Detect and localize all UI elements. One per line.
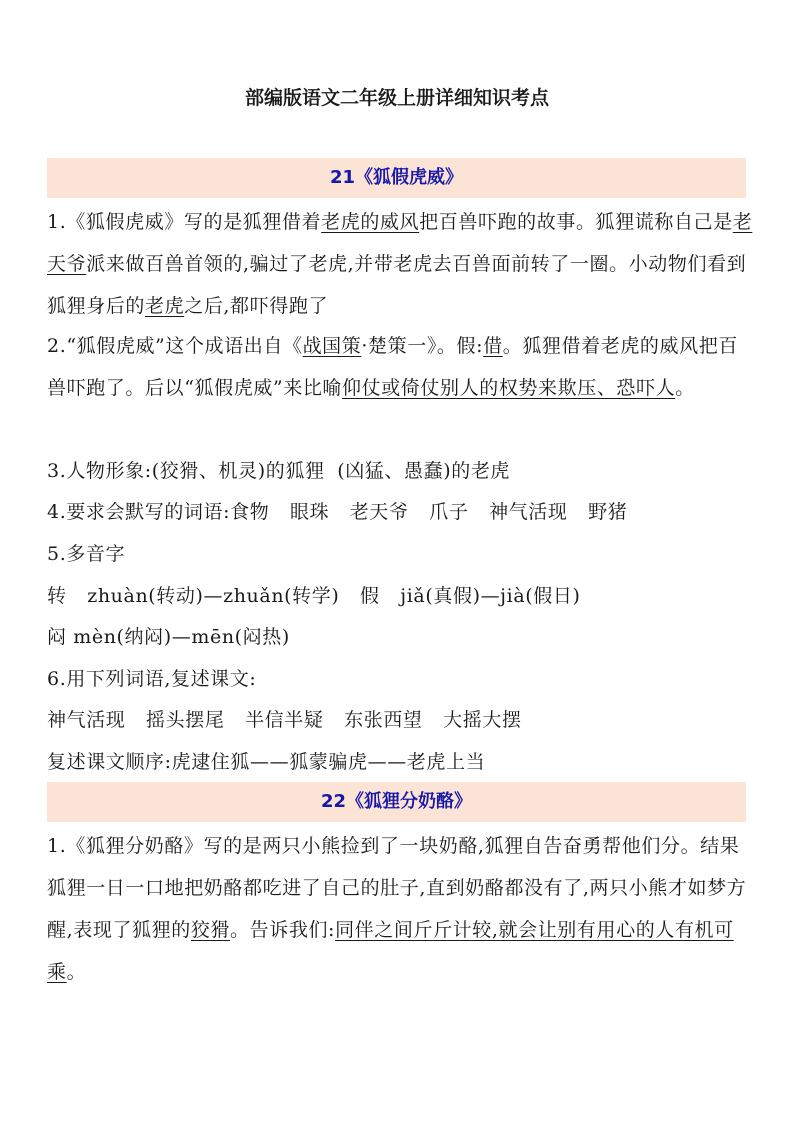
s21-dictation-words: 4.要求会默写的词语:食物 眼珠 老天爷 爪子 神气活现 野猪 xyxy=(47,501,628,523)
document-title: 部编版语文二年级上册详细知识考点 xyxy=(244,87,549,109)
s21-p2-underline-1: 战国策 xyxy=(302,335,362,357)
s21-p2-text-b: ·楚策一》。假: xyxy=(361,335,484,357)
s21-p2-underline-3: 仰仗或倚仗别人的权势来欺压、恐吓人 xyxy=(342,377,676,399)
section-22-heading: 22《狐狸分奶酪》 xyxy=(47,782,746,822)
s21-p2-text-c: 。狐狸借着老虎的威风把百兽吓跑了。后以“狐假虎威”来比喻 xyxy=(47,335,738,399)
s21-p1-text-a: 1.《狐假虎威》写的是狐狸借着 xyxy=(47,211,322,233)
s22-paragraph-1 xyxy=(47,825,753,993)
s21-polyphonic-heading: 5.多音字 xyxy=(47,543,126,565)
section-21-heading: 21《狐假虎威》 xyxy=(47,158,746,198)
s21-retell-instruction: 6.用下列词语,复述课文: xyxy=(47,668,257,690)
s21-character-images: 3.人物形象:(狡猾、机灵)的狐狸 (凶猛、愚蠢)的老虎 xyxy=(47,460,511,482)
s21-p2-text-a: 2.“狐假虎威”这个成语出自《 xyxy=(47,335,303,357)
s21-p1-underline-1: 老虎的威风 xyxy=(321,211,420,233)
s21-retell-words: 神气活现 摇头摆尾 半信半疑 东张西望 大摇大摆 xyxy=(47,709,522,731)
s21-polyphonic-line-1: 转 zhuàn(转动)—zhuǎn(转学) 假 jiǎ(真假)—jià(假日) xyxy=(47,585,581,607)
s21-retell-order: 复述课文顺序:虎逮住狐——狐蒙骗虎——老虎上当 xyxy=(47,751,486,773)
s22-p1-text-a: 1.《狐狸分奶酪》写的是两只小熊捡到了一块奶酪,狐狸自告奋勇帮他们分。结果狐狸一日一口地把奶酪都吃进了自己的肚子,直到奶酪都没有了,两只小熊才如梦方醒,表现了狐狸的 xyxy=(47,835,747,941)
s21-paragraph-1 xyxy=(47,201,753,327)
s21-p1-underline-3: 老虎 xyxy=(145,295,185,317)
s21-p2-text-d: 。 xyxy=(675,377,695,399)
s21-paragraph-2 xyxy=(47,325,753,409)
s21-p1-text-c: 派来做百兽首领的,骗过了老虎,并带老虎去百兽面前转了一圈。小动物们看到狐狸身后的 xyxy=(47,253,747,317)
s22-p1-underline-1: 狡猾 xyxy=(190,919,231,941)
s21-p1-text-b: 把百兽吓跑的故事。狐狸谎称自己是 xyxy=(419,211,733,233)
s22-p1-underline-2: 同伴之间斤斤计较,就会让别有用心的人有机可乘 xyxy=(47,919,734,983)
s21-p2-underline-2: 借 xyxy=(483,335,503,357)
s21-polyphonic-line-2: 闷 mèn(纳闷)—mēn(闷热) xyxy=(47,626,290,648)
s21-p1-text-d: 之后,都吓得跑了 xyxy=(184,295,329,317)
s22-p1-text-c: 。 xyxy=(66,961,87,983)
s21-p1-underline-2: 老天爷 xyxy=(47,211,753,275)
s22-p1-text-b: 。告诉我们: xyxy=(230,919,336,941)
